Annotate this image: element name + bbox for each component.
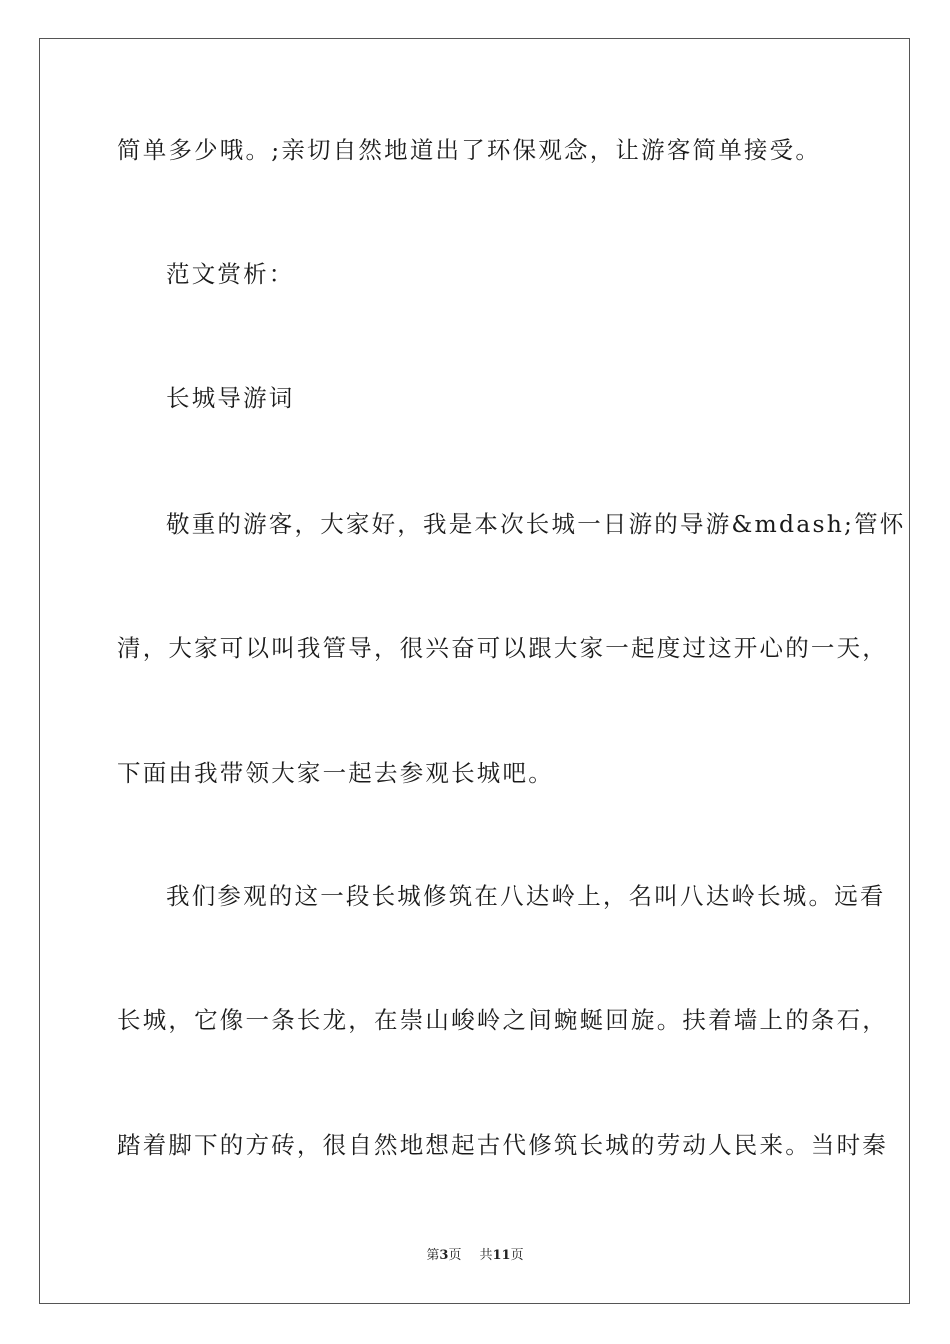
page-current: 3: [439, 1248, 449, 1263]
page-unit: 页: [448, 1248, 462, 1263]
text-line-9: 踏着脚下的方砖，很自然地想起古代修筑长城的劳动人民来。当时秦: [117, 1131, 888, 1159]
text-line-5: 清，大家可以叫我管导，很兴奋可以跟大家一起度过这开心的一天，: [117, 634, 888, 662]
page-total: 11: [492, 1248, 511, 1263]
text-line-8: 长城，它像一条长龙，在崇山峻岭之间蜿蜒回旋。扶着墙上的条石，: [117, 1006, 888, 1034]
total-unit: 页: [510, 1248, 524, 1263]
text-line-2: 范文赏析：: [166, 260, 295, 288]
page-prefix: 第: [426, 1248, 440, 1263]
text-line-7: 我们参观的这一段长城修筑在八达岭上，名叫八达岭长城。远看: [166, 882, 886, 910]
total-prefix: 共: [479, 1248, 493, 1263]
section-title: 长城导游词: [166, 384, 295, 412]
text-line-4: 敬重的游客，大家好，我是本次长城一日游的导游&mdash;管怀: [166, 510, 906, 538]
text-line-1: 简单多少哦。;亲切自然地道出了环保观念，让游客简单接受。: [117, 136, 822, 164]
text-line-6: 下面由我带领大家一起去参观长城吧。: [117, 759, 554, 787]
page-footer: [0, 1247, 950, 1265]
page-border: [39, 38, 910, 1304]
